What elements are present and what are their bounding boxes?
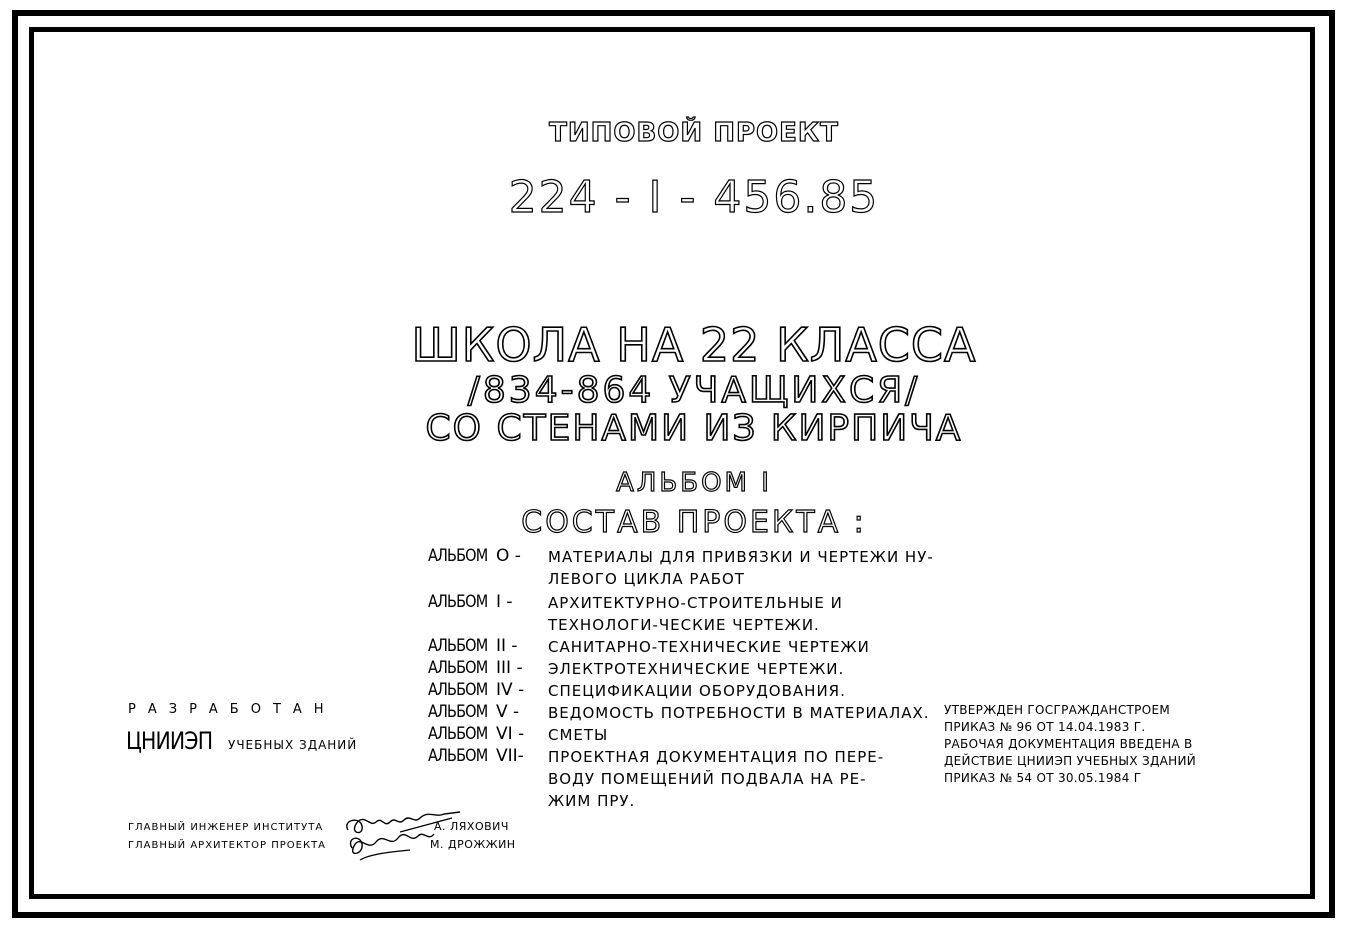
staff-name-2: М. ДРОЖЖИН (430, 838, 516, 851)
album-label: АЛЬБОМ (428, 546, 488, 566)
album-list (428, 546, 948, 812)
album-label: АЛЬБОМ (428, 658, 488, 678)
album-number: III - (496, 658, 523, 678)
title-line-3: СО СТЕНАМИ ИЗ КИРПИЧА (425, 408, 963, 449)
album-number: VI - (496, 724, 525, 744)
album-description: АРХИТЕКТУРНО-СТРОИТЕЛЬНЫЕ И ТЕХНОЛОГИ-ЧЕСКИЕ ЧЕРТЕЖИ. (548, 594, 843, 634)
album-number: II - (496, 636, 518, 656)
signature-drawing (340, 808, 470, 868)
staff-role-1: ГЛАВНЫЙ ИНЖЕНЕР ИНСТИТУТА (128, 822, 324, 833)
title-line-2: /834-864 УЧАЩИХСЯ/ (467, 370, 921, 411)
staff-role-2: ГЛАВНЫЙ АРХИТЕКТОР ПРОЕКТА (128, 840, 327, 851)
developer-org-sub: УЧЕБНЫХ ЗДАНИЙ (228, 738, 358, 752)
album-item (428, 636, 948, 658)
album-item (428, 746, 948, 812)
album-number: IV - (496, 680, 525, 700)
approval-line: ДЕЙСТВИЕ ЦНИИЭП УЧЕБНЫХ ЗДАНИЙ (944, 754, 1197, 768)
album-description: ЭЛЕКТРОТЕХНИЧЕСКИЕ ЧЕРТЕЖИ. (548, 660, 845, 678)
album-item (428, 546, 948, 590)
album-description: ПРОЕКТНАЯ ДОКУМЕНТАЦИЯ ПО ПЕРЕ-ВОДУ ПОМЕЩЕНИЙ ПОДВАЛА НА РЕ-ЖИМ ПРУ. (548, 748, 885, 810)
approval-line: ПРИКАЗ № 96 ОТ 14.04.1983 Г. (944, 720, 1146, 734)
album-item (428, 702, 948, 724)
album-description: СМЕТЫ (548, 726, 609, 744)
title-line-1: ШКОЛА НА 22 КЛАССА (411, 318, 977, 372)
album-description: МАТЕРИАЛЫ ДЛЯ ПРИВЯЗКИ И ЧЕРТЕЖИ НУ-ЛЕВОГО ЦИКЛА РАБОТ (548, 548, 934, 588)
album-label: АЛЬБОМ (428, 702, 488, 722)
approval-line: РАБОЧАЯ ДОКУМЕНТАЦИЯ ВВЕДЕНА В (944, 737, 1193, 751)
album-item (428, 680, 948, 702)
project-code: 224 - I - 456.85 (508, 172, 880, 223)
approval-line: ПРИКАЗ № 54 ОТ 30.05.1984 Г (944, 771, 1142, 785)
album-number: VII- (496, 746, 524, 766)
album-item (428, 724, 948, 746)
album-description: САНИТАРНО-ТЕХНИЧЕСКИЕ ЧЕРТЕЖИ (548, 638, 870, 656)
album-heading: АЛЬБОМ I (616, 468, 772, 498)
album-label: АЛЬБОМ (428, 724, 488, 744)
approval-line: УТВЕРЖДЕН ГОСГРАЖДАНСТРОЕМ (944, 703, 1170, 717)
album-label: АЛЬБОМ (428, 636, 488, 656)
project-kind: ТИПОВОЙ ПРОЕКТ (549, 118, 839, 148)
album-number: I - (496, 592, 513, 612)
approval-block (944, 702, 1196, 787)
album-label: АЛЬБОМ (428, 746, 488, 766)
contents-heading: СОСТАВ ПРОЕКТА : (521, 505, 867, 540)
album-description: СПЕЦИФИКАЦИИ ОБОРУДОВАНИЯ. (548, 682, 846, 700)
staff-name-1: А. ЛЯХОВИЧ (434, 820, 509, 833)
album-label: АЛЬБОМ (428, 680, 488, 700)
album-number: V - (496, 702, 520, 722)
album-description: ВЕДОМОСТЬ ПОТРЕБНОСТИ В МАТЕРИАЛАХ. (548, 704, 930, 722)
developer-heading: РАЗРАБОТАН (128, 702, 336, 717)
album-item (428, 592, 948, 636)
developer-org: ЦНИИЭП (126, 727, 213, 755)
album-number: О - (496, 546, 521, 566)
album-item (428, 658, 948, 680)
album-label: АЛЬБОМ (428, 592, 488, 612)
